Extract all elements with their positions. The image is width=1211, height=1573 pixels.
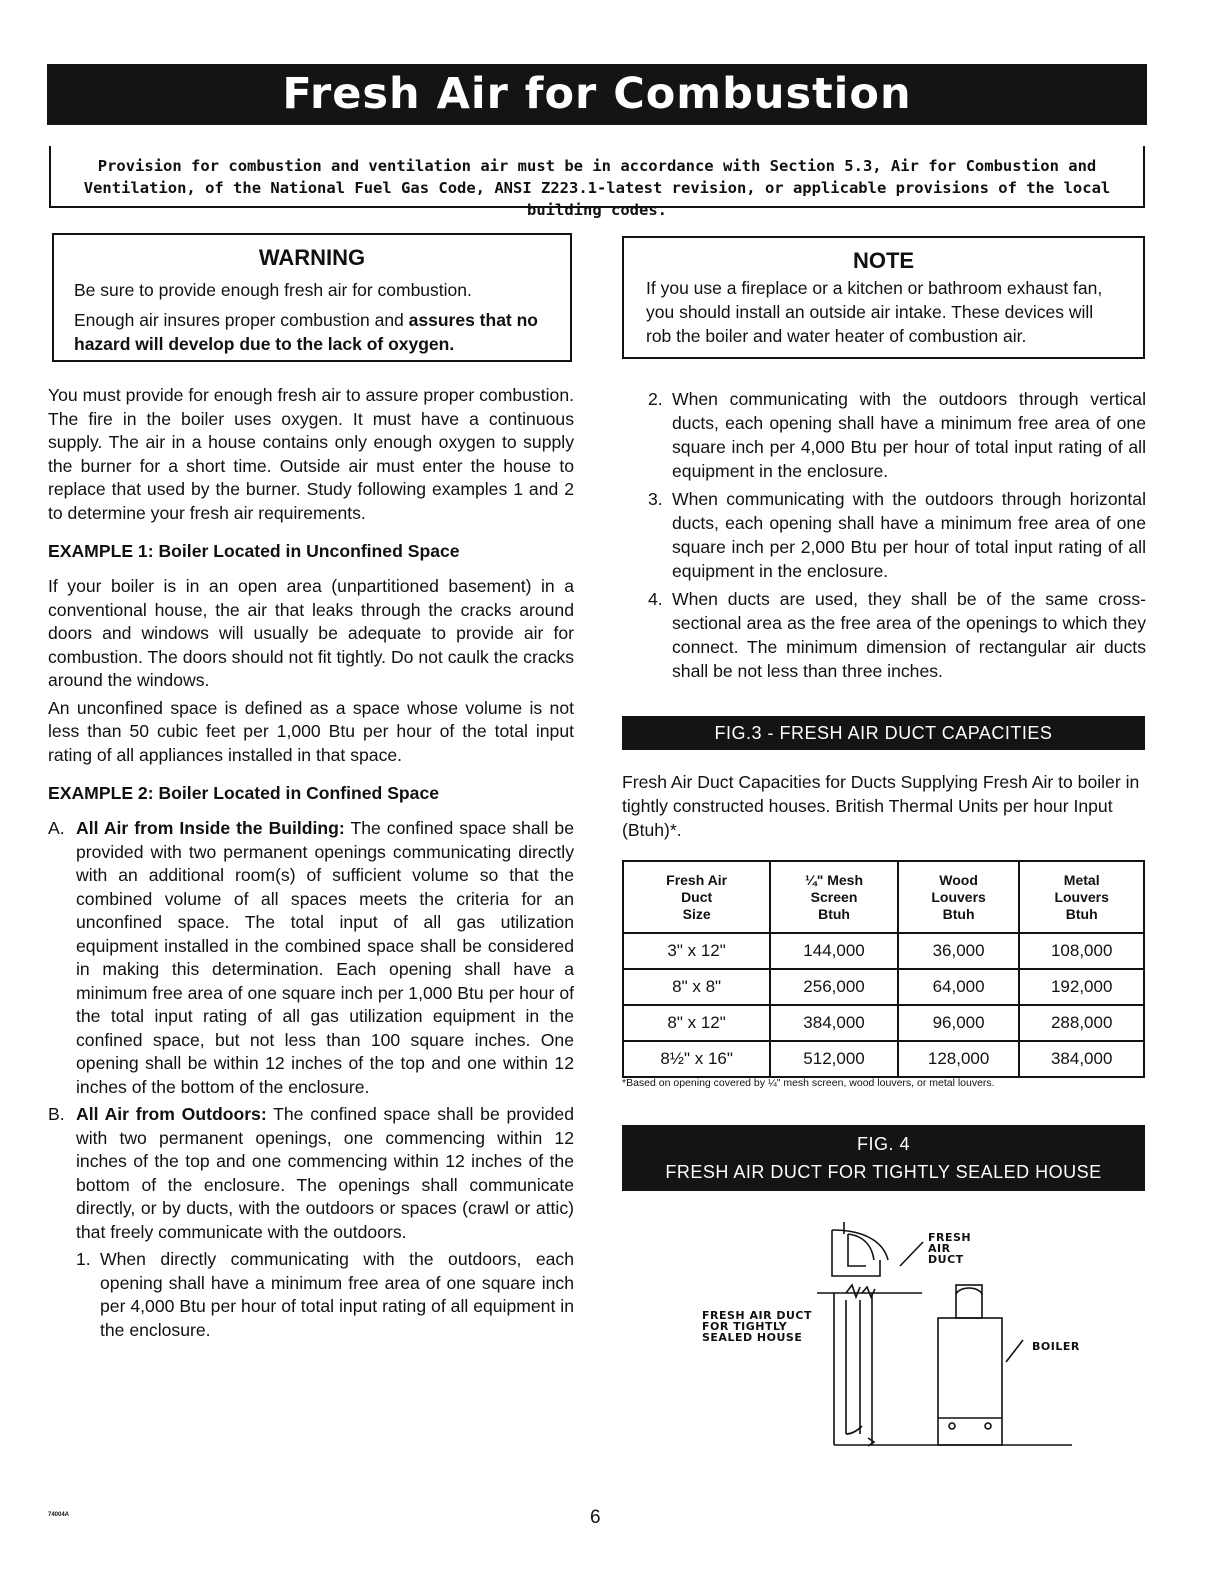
table-cell: 108,000 (1019, 933, 1144, 969)
list-item-a (48, 817, 574, 1099)
list-item-b-title: All Air from Outdoors: (76, 1104, 267, 1124)
note-box (622, 236, 1145, 359)
warning-heading: WARNING (258, 245, 366, 270)
list-marker-b: B. (48, 1104, 65, 1124)
note-body: If you use a fireplace or a kitchen or bathroom exhaust fan, you should install an outside air intake. These devices will rob the boiler and water heater of combustion air. (646, 278, 1103, 346)
list-item-1 (48, 1248, 574, 1342)
list-item-3 (622, 487, 1146, 583)
table-header-row (623, 861, 1144, 933)
table-cell: 144,000 (770, 933, 898, 969)
table-header-cell: Metal Louvers Btuh (1019, 861, 1144, 933)
warning-line-2 (74, 308, 550, 356)
table-footnote: *Based on opening covered by ¼" mesh screen, wood louvers, or metal louvers. (622, 1077, 995, 1089)
fig4-title (622, 1125, 1145, 1191)
fresh-air-duct-diagram (622, 1200, 1145, 1460)
table-cell: 36,000 (898, 933, 1020, 969)
example-2-heading: EXAMPLE 2: Boiler Located in Confined Space (48, 783, 440, 803)
list-item-a-title: All Air from Inside the Building: (76, 818, 345, 838)
table-row (623, 1041, 1144, 1077)
table-cell: 8½" x 16" (623, 1041, 770, 1077)
list-item-2-text: When communicating with the outdoors through vertical ducts, each opening shall have a minimum free area of one square inch per 4,000 Btu per hour of total input rating of all equipment in the enclosure. (672, 389, 1146, 481)
table-row (623, 1005, 1144, 1041)
table-header-cell: ¼" Mesh Screen Btuh (770, 861, 898, 933)
duct-diagram-drawing (622, 1200, 1145, 1460)
table-header-cell: Wood Louvers Btuh (898, 861, 1020, 933)
list-marker-4: 4. (648, 589, 663, 609)
table-cell: 8" x 12" (623, 1005, 770, 1041)
table-cell: 3" x 12" (623, 933, 770, 969)
table-cell: 256,000 (770, 969, 898, 1005)
sealed-house-duct-label: FRESH AIR DUCT FOR TIGHTLY SEALED HOUSE (702, 1309, 813, 1344)
note-heading: NOTE (852, 248, 915, 273)
list-item-1-text: When directly communicating with the outdoors, each opening shall have a minimum free area of one square inch per 4,000 Btu per hour of total input rating of all equipment in the enclosure. (100, 1249, 574, 1340)
list-marker-1: 1. (76, 1249, 91, 1269)
fig3-intro: Fresh Air Duct Capacities for Ducts Supplying Fresh Air to boiler in tightly constructed houses. British Thermal Units per hour Input (Btuh)*. (622, 772, 1140, 840)
table-cell: 8" x 8" (623, 969, 770, 1005)
table-cell: 128,000 (898, 1041, 1020, 1077)
list-item-3-text: When communicating with the outdoors through horizontal ducts, each opening shall have a minimum free area of one square inch per 2,000 Btu per hour of total input rating of all equipment in the enclosure. (672, 489, 1146, 581)
table-cell: 512,000 (770, 1041, 898, 1077)
fig4-title-line-1: FIG. 4 (856, 1134, 910, 1154)
example-1-paragraph-2: An unconfined space is defined as a space whose volume is not less than 50 cubic feet per 1,000 Btu per hour of the total input rating of all appliances installed in that space. (48, 697, 574, 765)
list-marker-3: 3. (648, 489, 663, 509)
warning-line-1: Be sure to provide enough fresh air for combustion. (74, 280, 472, 300)
left-column (48, 384, 574, 1342)
list-item-a-text: The confined space shall be provided with two permanent openings communicating directly with an additional room(s) of sufficient volume so that the combined volume of all spaces meets the criteria for an unconfined space. The total input of all gas utilization equipment installed in the combined space shall be considered in making this determination. Each opening shall have a minimum free area of one square inch per 1,000 Btu per hour of the total input rating of all gas utilization equipment in the confined space, but not less than 100 square inches. One opening shall be within 12 inches of the top and one within 12 inches of the bottom of the enclosure. (76, 818, 574, 1097)
duct-capacity-table (622, 860, 1145, 1078)
document-id: 74004A (48, 1512, 70, 1518)
page-title: Fresh Air for Combustion (47, 64, 1147, 125)
warning-box (52, 233, 572, 362)
intro-paragraph: You must provide for enough fresh air to assure proper combustion. The fire in the boiler uses oxygen. It must have a continuous supply. The air in a house contains only enough oxygen to supply the burner for a short time. Outside air must enter the house to replace that used by the burner. Study following examples 1 and 2 to determine your fresh air requirements. (48, 385, 574, 523)
list-item-2 (622, 387, 1146, 483)
table-row (623, 933, 1144, 969)
fig3-title: FIG.3 - FRESH AIR DUCT CAPACITIES (622, 716, 1145, 750)
boiler-label: BOILER (1032, 1340, 1080, 1353)
table-cell: 96,000 (898, 1005, 1020, 1041)
table-cell: 384,000 (770, 1005, 898, 1041)
list-marker-a: A. (48, 818, 65, 838)
table-cell: 288,000 (1019, 1005, 1144, 1041)
table-header-cell: Fresh Air Duct Size (623, 861, 770, 933)
provision-notice: Provision for combustion and ventilation air must be in accordance with Section 5.3, Air for Combustion and Ventilation, of the National Fuel Gas Code, ANSI Z223.1-latest revision, or applicable provisions of the local building codes. (49, 146, 1145, 208)
right-column (622, 387, 1146, 687)
table-cell: 64,000 (898, 969, 1020, 1005)
table-cell: 384,000 (1019, 1041, 1144, 1077)
fig4-title-line-2: FRESH AIR DUCT FOR TIGHTLY SEALED HOUSE (665, 1162, 1102, 1182)
list-item-4-text: When ducts are used, they shall be of the same cross-sectional area as the free area of the openings to which they connect. The minimum dimension of rectangular air ducts shall be not less than three inches. (672, 589, 1146, 681)
list-marker-2: 2. (648, 389, 663, 409)
table-row (623, 969, 1144, 1005)
list-item-b (48, 1103, 574, 1244)
example-1-heading: EXAMPLE 1: Boiler Located in Unconfined Space (48, 541, 460, 561)
fresh-air-duct-label: FRESH AIR DUCT (928, 1231, 972, 1266)
page-number: 6 (590, 1507, 601, 1528)
list-item-4 (622, 587, 1146, 683)
list-item-b-text: The confined space shall be provided with two permanent openings, one commencing within 12 inches of the top and one commencing within 12 inches of the bottom of the enclosure. The openings shall communicate directly, or by ducts, with the outdoors or spaces (crawl or attic) that freely communicate with the outdoors. (76, 1104, 574, 1242)
warning-line-2-bold: assures that no hazard will develop due to the lack of oxygen. (74, 310, 539, 354)
example-1-paragraph-1: If your boiler is in an open area (unpartitioned basement) in a conventional house, the air that leaks through the cracks around doors and windows will usually be adequate to provide air for combustion. The doors should not fit tightly. Do not caulk the cracks around the windows. (48, 576, 574, 690)
warning-line-2-plain: Enough air insures proper combustion and (74, 310, 409, 330)
table-cell: 192,000 (1019, 969, 1144, 1005)
